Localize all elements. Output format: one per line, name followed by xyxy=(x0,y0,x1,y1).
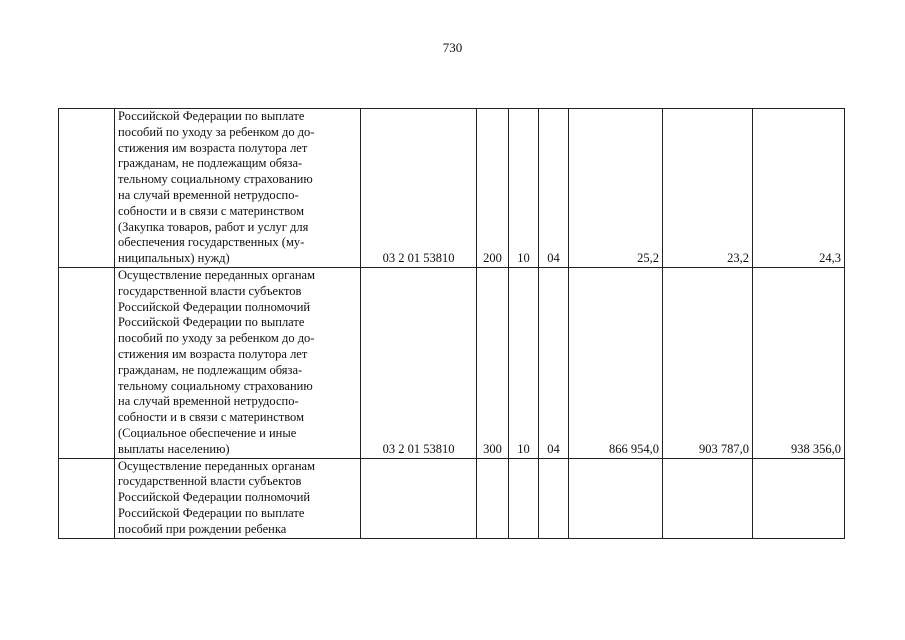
description-line: пособий по уходу за ребенком до до- xyxy=(118,331,315,346)
amount-cell-3: 938 356,0 xyxy=(753,267,845,458)
expense-type-cell xyxy=(477,458,509,538)
description-line: (Закупка товаров, работ и услуг для xyxy=(118,219,309,234)
subsection-cell: 04 xyxy=(539,267,569,458)
description-line: Российской Федерации полномочий xyxy=(118,299,311,314)
description-line: тельному социальному страхованию xyxy=(118,378,313,393)
section-cell: 10 xyxy=(509,267,539,458)
target-code-cell: 03 2 01 53810 xyxy=(361,267,477,458)
description-line: государственной власти субъектов xyxy=(118,283,302,298)
expense-type-cell: 300 xyxy=(477,267,509,458)
description-line: Осуществление переданных органам xyxy=(118,458,315,473)
description-line: обеспечения государственных (му- xyxy=(118,235,305,250)
section-cell: 10 xyxy=(509,109,539,268)
description-line: выплаты населению) xyxy=(118,441,230,456)
description-line: государственной власти субъектов xyxy=(118,474,302,489)
description-line: на случай временной нетрудоспо- xyxy=(118,187,299,202)
description-line: тельному социальному страхованию xyxy=(118,172,313,187)
expense-type-cell: 200 xyxy=(477,109,509,268)
row-number-cell xyxy=(59,109,115,268)
description-line: Российской Федерации по выплате xyxy=(118,109,305,123)
amount-cell-2 xyxy=(663,458,753,538)
table-row xyxy=(59,267,845,458)
description-line: гражданам, не подлежащим обяза- xyxy=(118,156,303,171)
description-line: Осуществление переданных органам xyxy=(118,267,315,282)
row-number-cell xyxy=(59,458,115,538)
description-line: на случай временной нетрудоспо- xyxy=(118,394,299,409)
description-cell xyxy=(115,109,361,268)
budget-table xyxy=(58,108,845,539)
amount-cell-2: 903 787,0 xyxy=(663,267,753,458)
subsection-cell: 04 xyxy=(539,109,569,268)
row-number-cell xyxy=(59,267,115,458)
target-code-cell: 03 2 01 53810 xyxy=(361,109,477,268)
description-line: пособий при рождении ребенка xyxy=(118,521,287,536)
target-code-cell xyxy=(361,458,477,538)
description-line: пособий по уходу за ребенком до до- xyxy=(118,124,315,139)
amount-cell-1: 25,2 xyxy=(569,109,663,268)
amount-cell-3: 24,3 xyxy=(753,109,845,268)
description-line: стижения им возраста полутора лет xyxy=(118,140,308,155)
subsection-cell xyxy=(539,458,569,538)
description-line: ниципальных) нужд) xyxy=(118,251,230,266)
description-line: Российской Федерации полномочий xyxy=(118,490,311,505)
description-line: Российской Федерации по выплате xyxy=(118,315,305,330)
table-row xyxy=(59,458,845,538)
description-line: Российской Федерации по выплате xyxy=(118,505,305,520)
description-line: собности и в связи с материнством xyxy=(118,203,304,218)
description-cell xyxy=(115,267,361,458)
page-number: 730 xyxy=(442,40,463,55)
description-line: стижения им возраста полутора лет xyxy=(118,346,308,361)
description-line: гражданам, не подлежащим обяза- xyxy=(118,362,303,377)
description-line: (Социальное обеспечение и иные xyxy=(118,425,297,440)
table-row xyxy=(59,109,845,268)
amount-cell-1: 866 954,0 xyxy=(569,267,663,458)
section-cell xyxy=(509,458,539,538)
description-cell xyxy=(115,458,361,538)
amount-cell-3 xyxy=(753,458,845,538)
amount-cell-2: 23,2 xyxy=(663,109,753,268)
description-line: собности и в связи с материнством xyxy=(118,410,304,425)
amount-cell-1 xyxy=(569,458,663,538)
